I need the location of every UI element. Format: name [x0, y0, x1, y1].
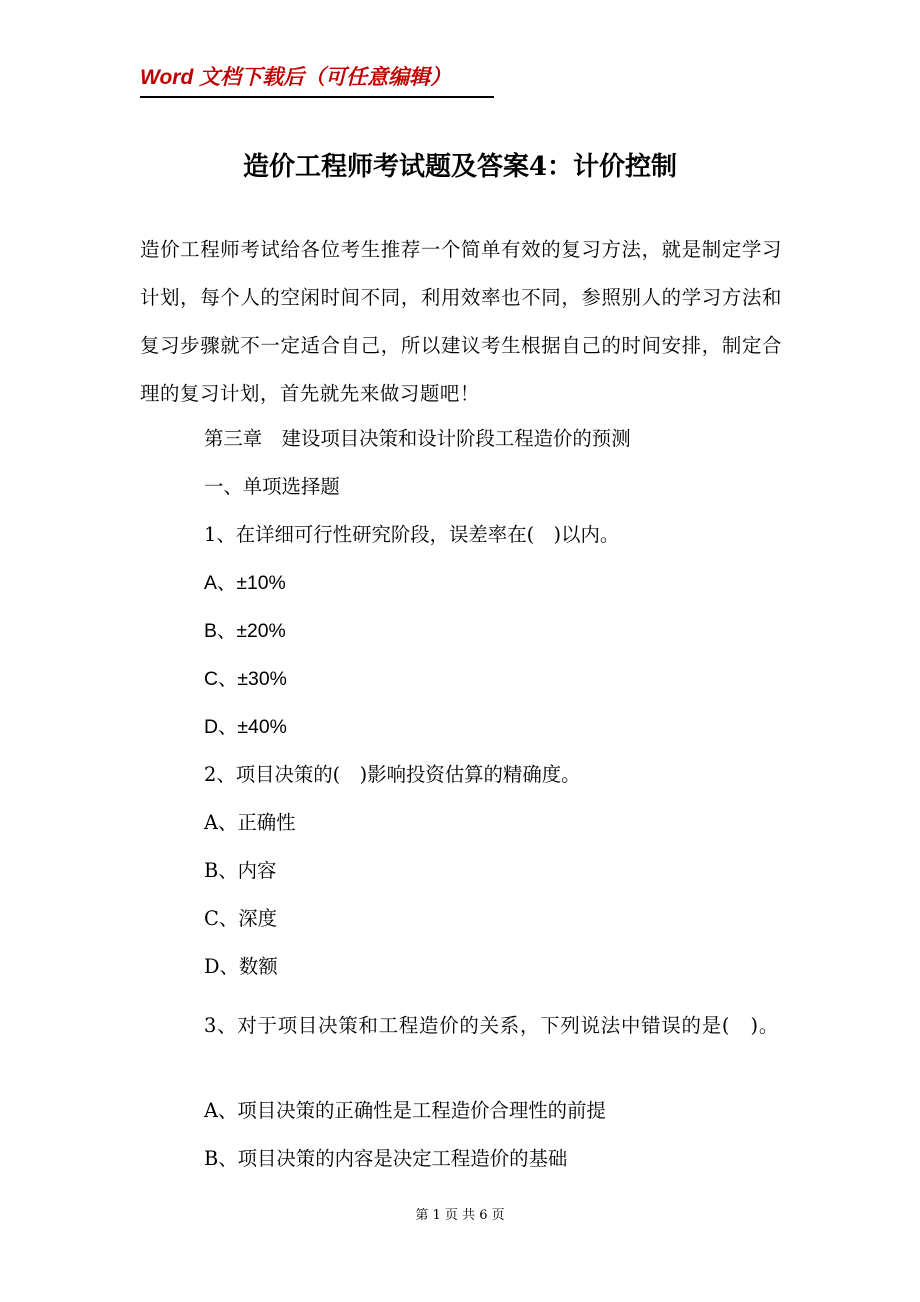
question-3-option-a: A、项目决策的正确性是工程造价合理性的前提: [204, 1099, 606, 1122]
question-3-stem: 3、对于项目决策和工程造价的关系，下列说法中错误的是( )。: [204, 1014, 780, 1037]
question-1-option-d: D、±40%: [204, 716, 287, 738]
page-footer: 第 1 页 共 6 页: [415, 1208, 505, 1223]
question-2-option-d: D、数额: [204, 955, 278, 978]
question-1-option-c: C、±30%: [204, 668, 287, 690]
question-2-option-b: B、内容: [204, 859, 277, 882]
question-1-option-b: B、±20%: [204, 620, 286, 642]
header-bar: [140, 64, 494, 98]
chapter-heading: 第三章 建设项目决策和设计阶段工程造价的预测: [204, 427, 631, 450]
question-1-stem: 1、在详细可行性研究阶段，误差率在( )以内。: [204, 523, 620, 546]
question-2-option-c: C、深度: [204, 907, 278, 930]
question-1-option-a: A、±10%: [204, 572, 286, 594]
question-3-option-b: B、项目决策的内容是决定工程造价的基础: [204, 1147, 568, 1170]
section-heading: 一、单项选择题: [204, 475, 340, 498]
header-label: Word 文档下载后（可任意编辑）: [140, 66, 452, 89]
intro-paragraph: 造价工程师考试给各位考生推荐一个简单有效的复习方法，就是制定学习计划，每个人的空闲时间不同，利用效率也不同，参照别人的学习方法和复习步骤就不一定适合自己，所以建议考生根据自己的时间安排，制定合理的复习计划，首先就先来做习题吧！: [140, 238, 782, 405]
question-2-option-a: A、正确性: [204, 811, 296, 834]
question-2-stem: 2、项目决策的( )影响投资估算的精确度。: [204, 763, 581, 786]
document-title: 造价工程师考试题及答案4：计价控制: [242, 152, 678, 182]
